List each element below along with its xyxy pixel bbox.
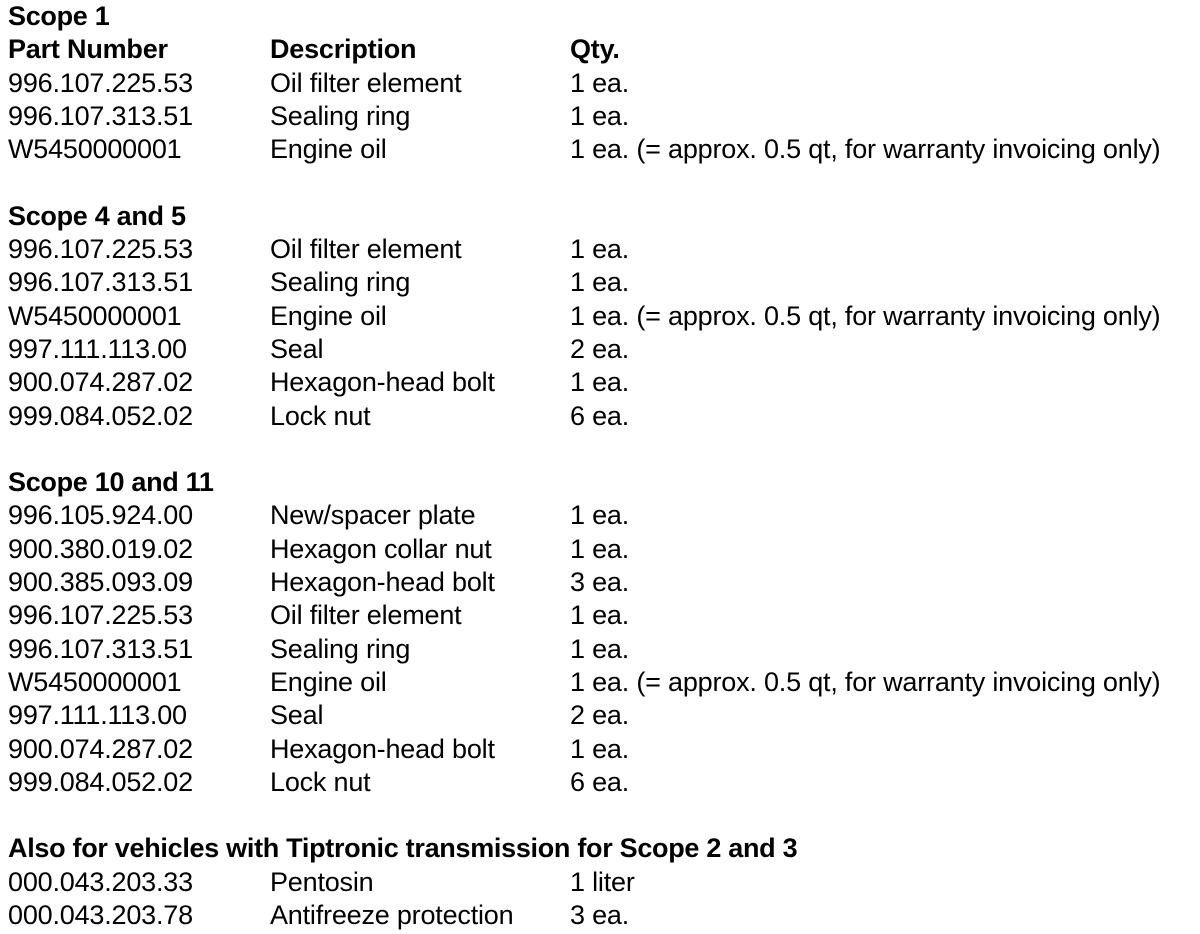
quantity: 6 ea. bbox=[570, 400, 630, 431]
section-spacer bbox=[8, 799, 1193, 832]
quantity: 1 ea. bbox=[570, 500, 630, 531]
part-number: 996.107.225.53 bbox=[8, 600, 193, 631]
part-number: 999.084.052.02 bbox=[8, 766, 193, 797]
quantity: 1 ea. bbox=[570, 600, 630, 631]
quantity: 2 ea. bbox=[570, 700, 630, 731]
part-number: W5450000001 bbox=[8, 300, 182, 331]
part-number: 997.111.113.00 bbox=[8, 333, 187, 364]
description: Seal bbox=[270, 333, 324, 364]
quantity: 1 ea. (= approx. 0.5 qt, for warranty invoicing only) bbox=[570, 666, 1161, 697]
table-row bbox=[8, 733, 1193, 766]
part-number: 996.107.225.53 bbox=[8, 234, 193, 265]
table-row bbox=[8, 266, 1193, 299]
column-header-description: Description bbox=[270, 34, 417, 65]
part-number: 900.380.019.02 bbox=[8, 533, 193, 564]
part-number: 996.107.313.51 bbox=[8, 267, 193, 298]
scope-10-and-11-section bbox=[8, 466, 1193, 799]
table-row bbox=[8, 533, 1193, 566]
part-number: 900.074.287.02 bbox=[8, 367, 193, 398]
part-number: 996.107.313.51 bbox=[8, 100, 193, 131]
description: Oil filter element bbox=[270, 600, 462, 631]
table-row bbox=[8, 366, 1193, 399]
part-number: W5450000001 bbox=[8, 666, 182, 697]
description: Hexagon collar nut bbox=[270, 533, 492, 564]
description: Oil filter element bbox=[270, 234, 462, 265]
description: Pentosin bbox=[270, 866, 374, 897]
table-row bbox=[8, 699, 1193, 732]
section-heading: Scope 1 bbox=[8, 1, 110, 31]
description: Sealing ring bbox=[270, 267, 411, 298]
tiptronic-section bbox=[8, 832, 1193, 932]
description: Oil filter element bbox=[270, 67, 462, 98]
column-header-part-number: Part Number bbox=[8, 34, 168, 65]
description: Hexagon-head bolt bbox=[270, 567, 495, 598]
description: Engine oil bbox=[270, 666, 387, 697]
quantity: 2 ea. bbox=[570, 333, 630, 364]
description: Sealing ring bbox=[270, 633, 411, 664]
quantity: 1 ea. bbox=[570, 733, 630, 764]
section-heading: Scope 4 and 5 bbox=[8, 200, 186, 231]
part-number: 900.385.093.09 bbox=[8, 567, 193, 598]
quantity: 1 ea. bbox=[570, 100, 630, 131]
table-row bbox=[8, 100, 1193, 133]
description: Engine oil bbox=[270, 134, 387, 165]
section-spacer bbox=[8, 166, 1193, 199]
description: Hexagon-head bolt bbox=[270, 367, 495, 398]
table-row bbox=[8, 566, 1193, 599]
parts-list-document bbox=[8, 0, 1193, 932]
scope-1-section bbox=[8, 0, 1193, 166]
table-row bbox=[8, 233, 1193, 266]
section-spacer bbox=[8, 433, 1193, 466]
quantity: 1 ea. bbox=[570, 367, 630, 398]
description: Sealing ring bbox=[270, 100, 411, 131]
part-number: W5450000001 bbox=[8, 134, 182, 165]
part-number: 996.107.313.51 bbox=[8, 633, 193, 664]
quantity: 1 ea. bbox=[570, 633, 630, 664]
quantity: 6 ea. bbox=[570, 766, 630, 797]
table-row bbox=[8, 866, 1193, 899]
part-number: 900.074.287.02 bbox=[8, 733, 193, 764]
quantity: 3 ea. bbox=[570, 567, 630, 598]
table-row bbox=[8, 599, 1193, 632]
table-row bbox=[8, 633, 1193, 666]
scope-4-and-5-section bbox=[8, 200, 1193, 433]
table-row bbox=[8, 899, 1193, 932]
table-row bbox=[8, 766, 1193, 799]
part-number: 997.111.113.00 bbox=[8, 700, 187, 731]
table-row bbox=[8, 499, 1193, 532]
quantity: 1 ea. bbox=[570, 267, 630, 298]
part-number: 000.043.203.33 bbox=[8, 866, 193, 897]
column-header-qty: Qty. bbox=[570, 34, 620, 65]
description: Lock nut bbox=[270, 766, 371, 797]
table-row bbox=[8, 133, 1193, 166]
column-header-row bbox=[8, 33, 1193, 66]
part-number: 996.107.225.53 bbox=[8, 67, 193, 98]
quantity: 1 liter bbox=[570, 866, 635, 897]
description: Engine oil bbox=[270, 300, 387, 331]
section-heading: Also for vehicles with Tiptronic transmission for Scope 2 and 3 bbox=[8, 833, 798, 864]
description: Hexagon-head bolt bbox=[270, 733, 495, 764]
quantity: 1 ea. (= approx. 0.5 qt, for warranty invoicing only) bbox=[570, 300, 1161, 331]
part-number: 999.084.052.02 bbox=[8, 400, 193, 431]
section-heading: Scope 10 and 11 bbox=[8, 467, 214, 498]
table-row bbox=[8, 333, 1193, 366]
table-row bbox=[8, 400, 1193, 433]
quantity: 1 ea. bbox=[570, 67, 630, 98]
quantity: 1 ea. bbox=[570, 533, 630, 564]
description: Antifreeze protection bbox=[270, 900, 514, 931]
table-row bbox=[8, 666, 1193, 699]
description: Seal bbox=[270, 700, 324, 731]
quantity: 1 ea. bbox=[570, 234, 630, 265]
part-number: 996.105.924.00 bbox=[8, 500, 193, 531]
table-row bbox=[8, 67, 1193, 100]
part-number: 000.043.203.78 bbox=[8, 900, 193, 931]
description: Lock nut bbox=[270, 400, 371, 431]
table-row bbox=[8, 300, 1193, 333]
description: New/spacer plate bbox=[270, 500, 476, 531]
quantity: 3 ea. bbox=[570, 900, 630, 931]
quantity: 1 ea. (= approx. 0.5 qt, for warranty invoicing only) bbox=[570, 134, 1161, 165]
